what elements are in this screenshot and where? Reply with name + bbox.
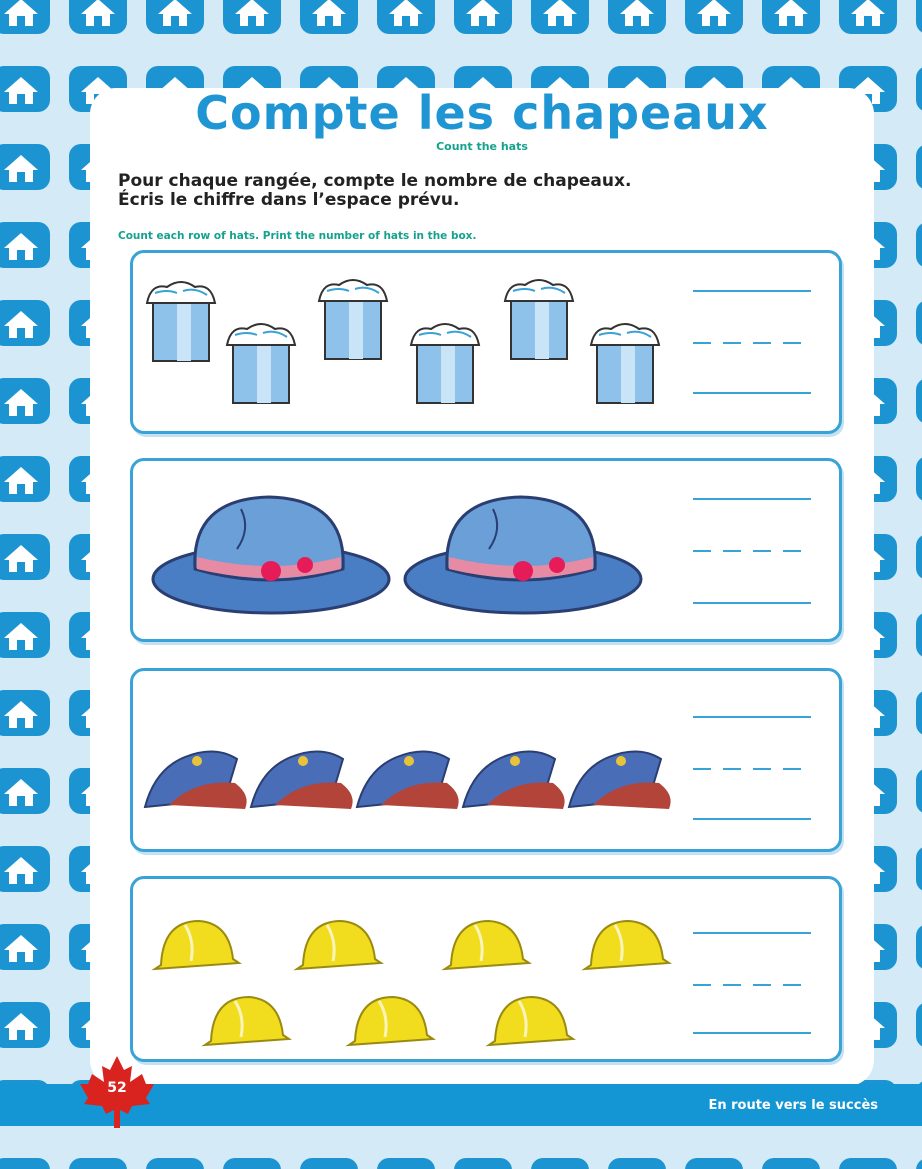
- answer-lines: [693, 717, 811, 819]
- hat-row-chef: [130, 250, 842, 434]
- fedora-hats-illustration: [133, 461, 845, 645]
- answer-lines: [693, 291, 811, 393]
- answer-lines: [693, 933, 811, 1033]
- hard-hats-illustration: [133, 879, 845, 1065]
- hat-row-fedora: [130, 458, 842, 642]
- instruction-french-line1: Pour chaque rangée, compte le nombre de chapeaux.: [118, 171, 632, 191]
- instruction-english: Count each row of hats. Print the number of hats in the box.: [118, 230, 477, 242]
- chef-hats-illustration: [133, 253, 845, 437]
- page-number: 52: [107, 1080, 127, 1096]
- page-subtitle: Count the hats: [436, 140, 528, 153]
- answer-lines: [693, 499, 811, 603]
- hat-row-hard-hat: [130, 876, 842, 1062]
- instruction-french-line2: Écris le chiffre dans l’espace prévu.: [118, 190, 460, 210]
- page-title: Compte les chapeaux: [195, 86, 769, 140]
- hat-row-police-cap: [130, 668, 842, 852]
- instruction-french: [118, 172, 631, 210]
- police-caps-illustration: [133, 671, 845, 855]
- footer-tagline: En route vers le succès: [708, 1098, 878, 1113]
